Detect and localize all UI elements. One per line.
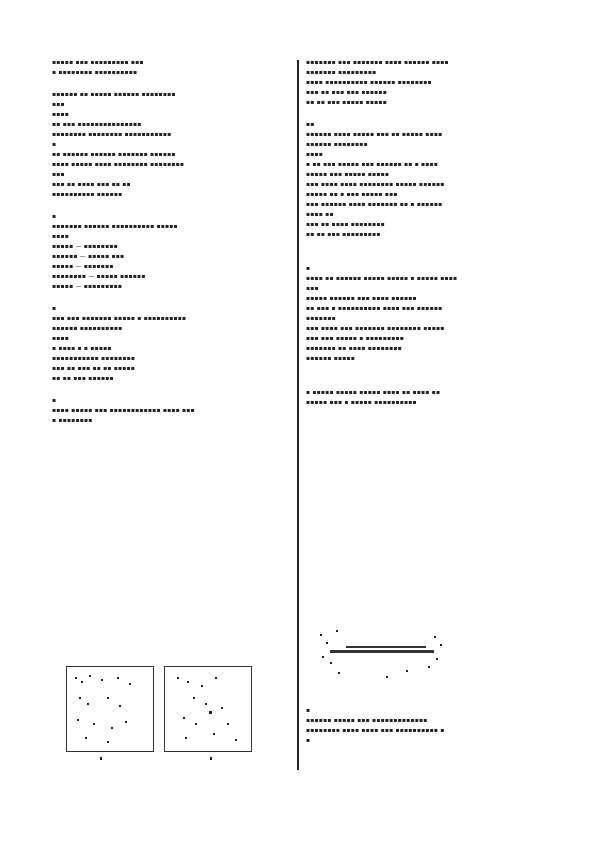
text-line: ▪▪▪▪▪▪ — ▪▪▪▪▪ ▪▪▪ (52, 253, 125, 260)
paragraph-gap (52, 384, 288, 396)
text-line: ▪▪▪▪ ▪▪ (306, 211, 334, 218)
text-line: ▪▪▪ (52, 101, 65, 108)
text-line: ▪▪▪▪▪▪▪ (306, 315, 336, 322)
text-line: ▪ ▪▪▪▪▪▪▪▪ (52, 417, 93, 424)
text-line: ▪ (306, 265, 311, 272)
text-line: ▪▪▪ (52, 171, 65, 178)
text-line: ▪ ▪▪▪▪▪▪▪▪ ▪▪▪▪▪▪▪▪▪▪ (52, 69, 138, 76)
text-line: ▪▪▪▪▪▪▪▪ ▪▪▪▪▪▪▪▪ ▪▪▪▪▪▪▪▪▪▪▪ (52, 131, 172, 138)
text-line: ▪▪▪▪ ▪▪▪▪▪ ▪▪▪ ▪▪▪▪▪▪▪▪▪▪▪▪ ▪▪▪▪ ▪▪▪ (52, 407, 195, 414)
text-line: ▪▪ ▪▪▪ ▪ ▪▪▪▪▪▪▪▪▪▪ ▪▪▪▪ ▪▪▪ ▪▪▪▪▪▪ (306, 305, 443, 312)
paragraph-gap (306, 364, 542, 376)
text-line: ▪▪▪▪▪▪▪ ▪▪▪ ▪▪▪▪▪▪▪ ▪▪▪▪ ▪▪▪▪▪▪ ▪▪▪▪ (306, 59, 449, 66)
figure-left-label-b (210, 757, 212, 760)
text-line: ▪▪▪▪▪▪▪ ▪▪▪▪▪▪ ▪▪▪▪▪▪▪▪▪▪ ▪▪▪▪▪ (52, 223, 178, 230)
text-line: ▪▪ ▪▪ ▪▪▪ ▪▪▪▪▪▪▪▪▪ (306, 231, 381, 238)
text-line: ▪▪▪ ▪▪▪▪ ▪▪▪▪ ▪▪▪▪▪▪▪▪ ▪▪▪▪▪ ▪▪▪▪▪▪ (306, 181, 445, 188)
text-line: ▪ (306, 707, 311, 714)
text-line: ▪ (306, 737, 311, 744)
text-line: ▪▪ ▪▪▪ ▪▪▪▪▪▪▪▪▪▪▪▪▪▪▪ (52, 121, 142, 128)
text-line: ▪▪▪ ▪▪▪ ▪▪▪▪▪▪▪ ▪▪▪▪▪ ▪ ▪▪▪▪▪▪▪▪▪▪ (52, 315, 187, 322)
text-line: ▪▪ (306, 121, 315, 128)
text-line: ▪▪▪▪▪▪▪ ▪▪▪▪▪▪▪▪▪ (306, 69, 377, 76)
text-line: ▪ (52, 141, 57, 148)
text-line: ▪▪▪ ▪▪ ▪▪▪ ▪▪▪ ▪▪▪▪▪▪ (306, 89, 387, 96)
figure-left-panel-a (66, 666, 154, 752)
text-line: ▪▪▪ ▪▪ ▪▪▪▪ ▪▪▪ ▪▪ ▪▪ (52, 181, 131, 188)
text-line: ▪▪ ▪▪▪▪▪▪ ▪▪▪▪▪▪ ▪▪▪▪▪▪▪ ▪▪▪▪▪▪ (52, 151, 176, 158)
text-line: ▪▪▪▪ ▪▪▪▪▪▪▪▪▪▪ ▪▪▪▪▪▪ ▪▪▪▪▪▪▪▪ (306, 79, 432, 86)
text-line: ▪▪▪▪▪▪ ▪▪▪▪ ▪▪▪▪▪ ▪▪▪ ▪▪ ▪▪▪▪▪ ▪▪▪▪ (306, 131, 443, 138)
text-line: ▪▪▪▪ (52, 233, 70, 240)
paragraph-gap (306, 108, 542, 120)
figure-right-molecule (316, 622, 446, 684)
text-line: ▪▪▪▪▪ ▪▪▪ ▪▪▪▪▪▪▪▪▪ ▪▪▪ (52, 59, 144, 66)
text-line: ▪▪▪▪▪▪▪▪ ▪▪▪▪ ▪▪▪▪ ▪▪▪ ▪▪▪▪▪▪▪▪▪▪ ▪ (306, 727, 445, 734)
text-line: ▪ (52, 397, 57, 404)
text-line: ▪▪▪▪▪ — ▪▪▪▪▪▪▪▪ (52, 243, 118, 250)
text-line: ▪▪▪▪ (52, 111, 70, 118)
text-line: ▪▪▪▪▪ — ▪▪▪▪▪▪▪▪▪ (52, 283, 123, 290)
text-line: ▪▪▪▪▪ ▪▪▪ ▪ ▪▪▪▪▪ ▪▪▪▪▪▪▪▪▪▪ (306, 399, 417, 406)
text-line: ▪▪▪▪▪▪▪▪ — ▪▪▪▪▪ ▪▪▪▪▪▪ (52, 273, 146, 280)
text-line: ▪ (52, 305, 57, 312)
text-line: ▪▪▪▪▪ ▪▪▪▪▪▪ ▪▪▪ ▪▪▪▪ ▪▪▪▪▪▪ (306, 295, 417, 302)
paragraph-gap (306, 376, 542, 388)
text-line: ▪▪▪▪▪ ▪▪ ▪ ▪▪▪ ▪▪▪▪▪ ▪▪▪ (306, 191, 398, 198)
text-line: ▪ ▪▪ ▪▪▪ ▪▪▪▪▪ ▪▪▪ ▪▪▪▪▪▪ ▪▪ ▪ ▪▪▪▪ (306, 161, 439, 168)
text-line: ▪▪▪ (306, 285, 319, 292)
text-line: ▪ (52, 213, 57, 220)
text-line: ▪▪▪ ▪▪▪ ▪▪▪▪▪ ▪ ▪▪▪▪▪▪▪▪▪ (306, 335, 405, 342)
text-line: ▪▪▪ ▪▪▪▪▪▪ ▪▪▪▪ ▪▪▪▪▪▪▪ ▪▪ ▪ ▪▪▪▪▪▪ (306, 201, 443, 208)
figure-left-label-a (100, 757, 102, 760)
paragraph-gap (52, 78, 288, 90)
text-line: ▪▪ ▪▪ ▪▪▪ ▪▪▪▪▪ ▪▪▪▪▪ (306, 99, 387, 106)
paragraph-gap (306, 240, 542, 252)
text-line: ▪▪▪▪▪▪ ▪▪▪▪▪▪▪▪ (306, 141, 368, 148)
text-line: ▪▪▪▪ (52, 335, 70, 342)
text-line: ▪▪ ▪▪ ▪▪▪ ▪▪▪▪▪▪ (52, 375, 114, 382)
paragraph-gap (52, 292, 288, 304)
figure-left-panel-b (164, 666, 252, 752)
paragraph-gap (306, 252, 542, 264)
text-line: ▪▪▪ ▪▪▪▪ ▪▪▪ ▪▪▪▪▪▪▪ ▪▪▪▪▪▪▪▪ ▪▪▪▪▪ (306, 325, 445, 332)
column-divider (297, 60, 299, 770)
right-column-tail (306, 706, 542, 746)
text-line: ▪▪▪▪ (306, 151, 324, 158)
text-line: ▪▪▪▪▪ ▪▪▪ ▪▪▪▪▪ ▪▪▪▪▪ (306, 171, 390, 178)
text-line: ▪▪▪▪▪▪ ▪▪▪▪▪ (306, 355, 356, 362)
left-column (52, 58, 288, 426)
text-line: ▪▪▪▪▪▪▪ ▪▪ ▪▪▪▪ ▪▪▪▪▪▪▪▪ (306, 345, 402, 352)
text-line: ▪▪▪ ▪▪ ▪▪▪ ▪▪ ▪▪ ▪▪▪▪▪ (52, 365, 136, 372)
text-line: ▪▪▪▪ ▪▪ ▪▪▪▪▪▪ ▪▪▪▪▪ ▪▪▪▪▪ ▪ ▪▪▪▪▪ ▪▪▪▪ (306, 275, 458, 282)
text-line: ▪▪▪▪▪▪ ▪▪▪▪▪▪▪▪▪▪ (52, 325, 123, 332)
text-line: ▪▪▪▪ ▪▪▪▪▪ ▪▪▪▪ ▪▪▪▪▪▪▪▪ ▪▪▪▪▪▪▪▪ (52, 161, 185, 168)
text-line: ▪▪▪▪▪ — ▪▪▪▪▪▪▪ (52, 263, 114, 270)
text-line: ▪▪▪▪▪▪▪▪▪▪▪ ▪▪▪▪▪▪▪▪ (52, 355, 136, 362)
text-line: ▪▪▪▪▪▪▪▪▪▪ ▪▪▪▪▪▪ (52, 191, 123, 198)
text-line: ▪▪▪ ▪▪ ▪▪▪▪ ▪▪▪▪▪▪▪▪ (306, 221, 385, 228)
right-column (306, 58, 542, 408)
text-line: ▪ ▪▪▪▪▪ ▪▪▪▪▪ ▪▪▪▪▪ ▪▪▪▪ ▪▪ ▪▪▪▪ ▪▪ (306, 389, 441, 396)
paragraph-gap (52, 200, 288, 212)
text-line: ▪▪▪▪▪▪ ▪▪▪▪▪ ▪▪▪ ▪▪▪▪▪▪▪▪▪▪▪▪▪ (306, 717, 428, 724)
text-line: ▪ ▪▪▪▪ ▪ ▪ ▪▪▪▪▪ (52, 345, 112, 352)
text-line: ▪▪▪▪▪▪ ▪▪ ▪▪▪▪▪ ▪▪▪▪▪▪ ▪▪▪▪▪▪▪▪ (52, 91, 176, 98)
